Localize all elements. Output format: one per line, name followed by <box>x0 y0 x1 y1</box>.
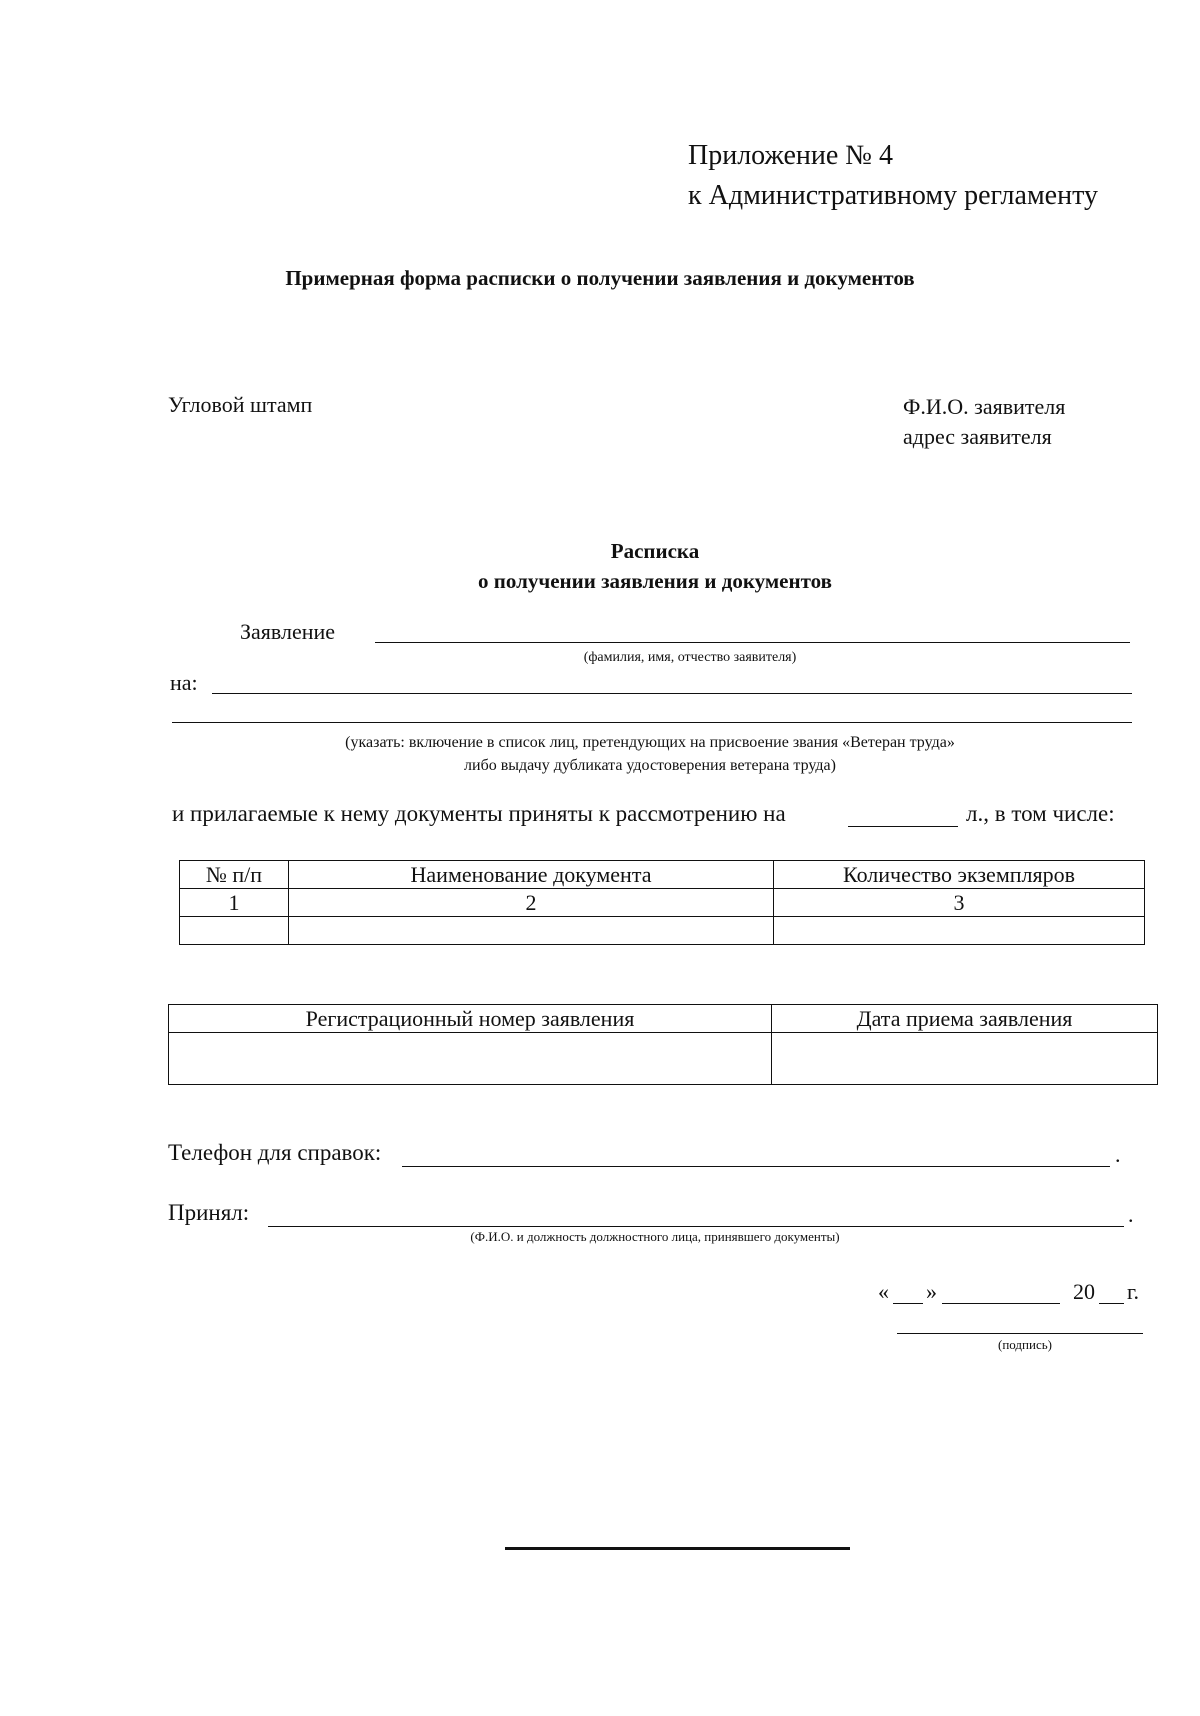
table-header-row <box>180 861 1145 889</box>
table-row <box>169 1033 1158 1085</box>
applicant-address-label: адрес заявителя <box>903 424 1052 449</box>
fio-hint: (фамилия, имя, отчество заявителя) <box>583 650 797 665</box>
table-cell-number[interactable] <box>180 917 289 945</box>
appendix-heading <box>688 136 1098 216</box>
purpose-hint-line-1: (указать: включение в список лиц, претендующих на присвоение звания «Ветеран труда» <box>345 734 955 751</box>
documents-table <box>179 860 1145 945</box>
month-field[interactable] <box>942 1303 1060 1304</box>
phone-label: Телефон для справок: <box>168 1140 382 1165</box>
column-number-3: 3 <box>774 889 1145 917</box>
purpose-field-line-1[interactable] <box>212 693 1132 694</box>
header-receipt-date: Дата приема заявления <box>772 1005 1158 1033</box>
appendix-reference: к Административному регламенту <box>688 180 1098 211</box>
signature-hint: (подпись) <box>998 1337 1052 1352</box>
form-title: Примерная форма расписки о получении заявления и документов <box>285 266 915 290</box>
table-header-row <box>169 1005 1158 1033</box>
statement-label: Заявление <box>240 619 336 644</box>
receipt-date-cell[interactable] <box>772 1033 1158 1085</box>
signature-field[interactable] <box>897 1333 1143 1334</box>
receipt-subtitle: о получении заявления и документов <box>478 569 832 593</box>
footer-separator <box>505 1547 850 1550</box>
applicant-block <box>903 392 1065 452</box>
corner-stamp-label: Угловой штамп <box>168 392 313 417</box>
accepted-text: и прилагаемые к нему документы приняты к рассмотрению на <box>172 801 786 826</box>
accepted-by-field[interactable] <box>268 1226 1124 1227</box>
header-number: № п/п <box>180 861 289 889</box>
date-open-quote: « <box>878 1279 889 1304</box>
purpose-hint-line-2: либо выдачу дубликата удостоверения ветерана труда) <box>464 757 836 774</box>
appendix-number: Приложение № 4 <box>688 140 893 171</box>
accepted-suffix: л., в том числе: <box>966 801 1115 826</box>
applicant-name-label: Ф.И.О. заявителя <box>903 394 1066 419</box>
receipt-title: Расписка <box>610 539 700 563</box>
sheet-count-field[interactable] <box>848 826 958 827</box>
header-registration-number: Регистрационный номер заявления <box>169 1005 772 1033</box>
official-hint: (Ф.И.О. и должность должностного лица, принявшего документы) <box>470 1229 840 1244</box>
phone-field[interactable] <box>402 1166 1110 1167</box>
date-close-quote: » <box>926 1279 937 1304</box>
purpose-label: на: <box>170 670 198 695</box>
column-number-2: 2 <box>289 889 774 917</box>
column-number-1: 1 <box>180 889 289 917</box>
accepted-by-label: Принял: <box>168 1200 250 1225</box>
accepted-by-period: . <box>1128 1202 1134 1227</box>
year-field[interactable] <box>1099 1303 1124 1304</box>
table-row <box>180 917 1145 945</box>
header-document-name: Наименование документа <box>289 861 774 889</box>
year-prefix: 20 <box>1073 1279 1095 1304</box>
applicant-fio-field[interactable] <box>375 642 1130 643</box>
header-copies: Количество экземпляров <box>774 861 1145 889</box>
registration-table <box>168 1004 1158 1085</box>
receipt-title-block <box>0 536 1200 596</box>
table-row <box>180 889 1145 917</box>
year-suffix: г. <box>1127 1279 1140 1304</box>
registration-number-cell[interactable] <box>169 1033 772 1085</box>
purpose-field-line-2[interactable] <box>172 722 1132 723</box>
purpose-hint <box>200 731 1100 777</box>
table-cell-document-name[interactable] <box>289 917 774 945</box>
table-cell-copies[interactable] <box>774 917 1145 945</box>
phone-period: . <box>1115 1142 1121 1167</box>
day-field[interactable] <box>893 1303 923 1304</box>
